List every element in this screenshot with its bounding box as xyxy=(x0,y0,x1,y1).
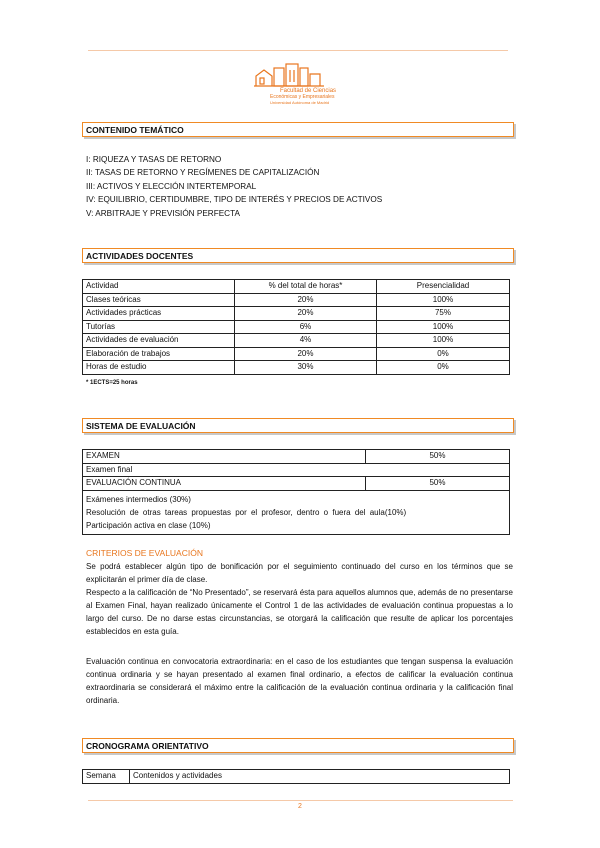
continua-items xyxy=(83,490,510,534)
table-row xyxy=(83,463,510,477)
footer-rule xyxy=(88,800,513,801)
contenido-section-title: CONTENIDO TEMÁTICO xyxy=(82,122,514,137)
table-cell: 20% xyxy=(235,293,377,307)
continua-item: Resolución de otras tareas propuestas por el profesor, dentro o fuera del aula(10%) xyxy=(86,507,407,517)
table-cell: 30% xyxy=(235,361,377,375)
table-cell: 100% xyxy=(377,293,510,307)
logo-line-3: Universidad Autónoma de Madrid xyxy=(270,100,330,105)
cronograma-table xyxy=(82,769,510,784)
table-cell: 75% xyxy=(377,307,510,321)
table-cell: 4% xyxy=(235,334,377,348)
contenido-item: I: RIQUEZA Y TASAS DE RETORNO xyxy=(86,155,222,164)
table-cell: 6% xyxy=(235,320,377,334)
table-header-row xyxy=(83,280,510,294)
table-row xyxy=(83,477,510,491)
contenido-item: IV: EQUILIBRIO, CERTIDUMBRE, TIPO DE INTERÉS Y PRECIOS DE ACTIVOS xyxy=(86,195,383,204)
table-cell: Clases teóricas xyxy=(83,293,235,307)
actividades-section-title: ACTIVIDADES DOCENTES xyxy=(82,248,514,263)
logo-line-2: Económicas y Empresariales xyxy=(270,94,335,100)
table-header-cell: Actividad xyxy=(83,280,235,294)
table-header-row xyxy=(83,770,510,784)
continua-item: Participación activa en clase (10%) xyxy=(86,520,211,530)
page-number: 2 xyxy=(298,803,302,810)
header-rule xyxy=(88,50,508,51)
table-cell: 0% xyxy=(377,347,510,361)
table-row xyxy=(83,320,510,334)
table-cell: 20% xyxy=(235,347,377,361)
examen-final: Examen final xyxy=(83,463,510,477)
table-cell: Tutorías xyxy=(83,320,235,334)
actividades-table xyxy=(82,279,510,375)
examen-label: EXAMEN xyxy=(83,450,366,464)
table-row xyxy=(83,490,510,534)
table-header-cell: % del total de horas* xyxy=(235,280,377,294)
continua-label: EVALUACIÓN CONTINUA xyxy=(83,477,366,491)
table-cell: Horas de estudio xyxy=(83,361,235,375)
cronograma-section-title: CRONOGRAMA ORIENTATIVO xyxy=(82,738,514,753)
ects-note: * 1ECTS=25 horas xyxy=(86,380,138,386)
criterios-paragraph: Se podrá establecer algún tipo de bonificación por el seguimiento continuado del curso en los términos que se explicitarán el primer día de clase. xyxy=(86,562,513,584)
table-cell: 20% xyxy=(235,307,377,321)
table-row xyxy=(83,307,510,321)
evaluacion-table xyxy=(82,449,510,535)
logo-line-1: Facultad de Ciencias xyxy=(280,88,337,94)
contenido-item: III: ACTIVOS Y ELECCIÓN INTERTEMPORAL xyxy=(86,182,257,191)
criterios-paragraph: Respecto a la calificación de “No Presentado”, se reservará ésta para aquellos alumnos que, además de no presentarse al Examen Final, hayan realizado únicamente el Control 1 de las actividades de evaluación continua propuestas a lo largo del curso. De no darse estas circunstancias, se otorgará la calificación que resulte de aplicar los porcentajes establecidos en esta guía. xyxy=(86,588,513,636)
criterios-title: CRITERIOS DE EVALUACIÓN xyxy=(86,548,203,558)
continua-item: Exámenes intermedios (30%) xyxy=(86,494,191,504)
examen-value: 50% xyxy=(366,450,510,464)
table-row xyxy=(83,334,510,348)
table-cell: 100% xyxy=(377,320,510,334)
table-header-cell: Semana xyxy=(83,770,130,784)
evaluacion-section-title: SISTEMA DE EVALUACIÓN xyxy=(82,418,514,433)
contenido-item: V: ARBITRAJE Y PREVISIÓN PERFECTA xyxy=(86,209,240,218)
table-cell: 100% xyxy=(377,334,510,348)
table-header-cell: Presencialidad xyxy=(377,280,510,294)
table-header-cell: Contenidos y actividades xyxy=(130,770,510,784)
table-row xyxy=(83,347,510,361)
table-cell: Elaboración de trabajos xyxy=(83,347,235,361)
table-cell: 0% xyxy=(377,361,510,375)
faculty-logo-text xyxy=(250,88,340,106)
contenido-item: II: TASAS DE RETORNO Y REGÍMENES DE CAPITALIZACIÓN xyxy=(86,168,320,177)
criterios-paragraph: Evaluación continua en convocatoria extraordinaria: en el caso de los estudiantes que tengan suspensa la evaluación continua ordinaria y se hayan presentado al examen final ordinario, a efectos de calificar la evaluación continua extraordinaria se considerará el máximo entre la calificación de la evaluación continua ordinaria y la calificación final ordinaria. xyxy=(86,657,513,705)
table-cell: Actividades de evaluación xyxy=(83,334,235,348)
table-cell: Actividades prácticas xyxy=(83,307,235,321)
table-row xyxy=(83,450,510,464)
table-row xyxy=(83,293,510,307)
table-row xyxy=(83,361,510,375)
continua-value: 50% xyxy=(366,477,510,491)
